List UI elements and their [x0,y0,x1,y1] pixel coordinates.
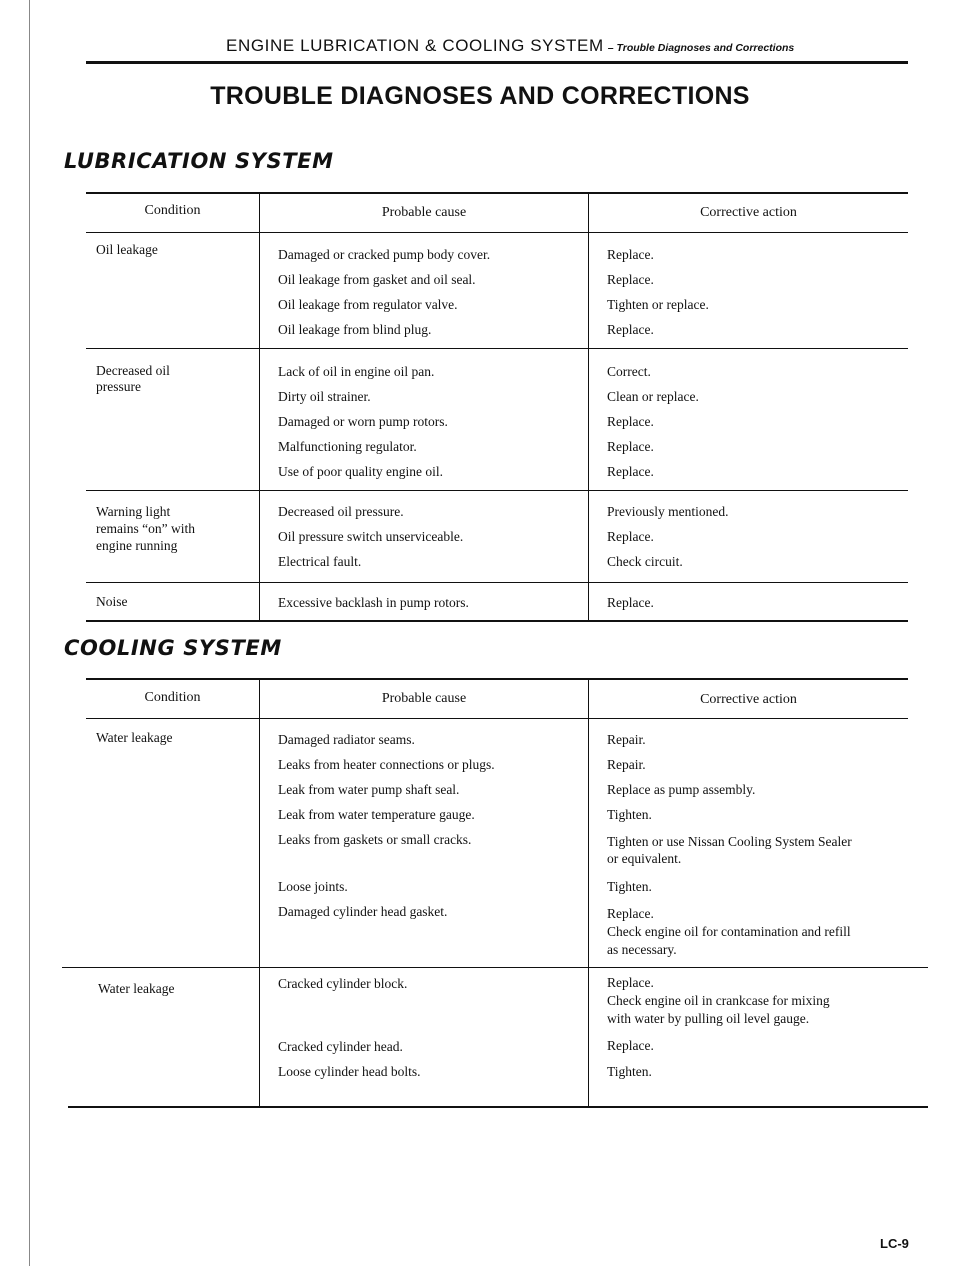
column-divider [588,679,589,1107]
running-header [226,36,794,56]
cause-cell: Use of poor quality engine oil. [278,464,443,479]
action-cell: Replace. [607,906,654,921]
action-cell: Check engine oil in crankcase for mixing [607,993,830,1008]
column-header-condition: Condition [144,690,201,705]
action-cell: Replace. [607,439,654,454]
row-divider [62,967,928,968]
cause-cell: Cracked cylinder head. [278,1039,403,1054]
cause-cell: Damaged or cracked pump body cover. [278,247,491,262]
action-cell: Repair. [607,732,646,747]
action-cell: Replace. [607,595,654,610]
condition-cell: Water leakage [98,981,175,996]
cause-cell: Cracked cylinder block. [278,976,408,991]
action-cell: Previously mentioned. [607,504,729,519]
action-cell: with water by pulling oil level gauge. [607,1011,810,1026]
cause-cell: Damaged or worn pump rotors. [278,414,448,429]
cause-cell: Lack of oil in engine oil pan. [278,364,435,379]
table-bottom-rule [68,1106,928,1108]
cause-cell: Excessive backlash in pump rotors. [278,595,469,610]
action-cell: Tighten. [607,879,652,894]
cause-cell: Oil leakage from regulator valve. [278,297,458,312]
cause-cell: Oil leakage from blind plug. [278,322,432,337]
action-cell: Clean or replace. [607,389,699,404]
condition-cell: Water leakage [96,730,173,745]
action-cell: Replace. [607,272,654,287]
running-header-subtitle: – Trouble Diagnoses and Corrections [607,42,795,54]
cause-cell: Leak from water temperature gauge. [278,807,475,822]
action-cell: Repair. [607,757,646,772]
column-header-corrective-action: Corrective action [700,205,797,220]
action-cell: Check circuit. [607,554,683,569]
action-cell: Replace. [607,1038,654,1053]
column-header-probable-cause: Probable cause [381,205,467,220]
condition-cell: remains “on” with [96,521,195,536]
cause-cell: Dirty oil strainer. [278,389,371,404]
action-cell: Check engine oil for contamination and refill [607,924,851,939]
action-cell: Replace. [607,464,654,479]
table-bottom-rule [86,620,908,622]
action-cell: Tighten or use Nissan Cooling System Sealer [607,834,852,849]
row-divider [86,348,908,349]
action-cell: as necessary. [607,942,677,957]
cause-cell: Damaged radiator seams. [278,732,415,747]
lubrication-section-title: LUBRICATION SYSTEM [64,149,334,173]
column-divider [259,193,260,621]
binding-edge-line [29,0,30,1266]
action-cell: Replace. [607,247,654,262]
column-header-condition: Condition [144,203,201,218]
action-cell: Tighten. [607,1064,652,1079]
cause-cell: Oil leakage from gasket and oil seal. [278,272,476,287]
cause-cell: Malfunctioning regulator. [278,439,417,454]
cause-cell: Oil pressure switch unserviceable. [278,529,464,544]
action-cell: Replace as pump assembly. [607,782,756,797]
condition-cell: Decreased oil [96,363,170,378]
header-bottom-rule [86,718,908,719]
condition-cell: Noise [96,594,128,609]
header-rule [86,61,908,64]
condition-cell: pressure [96,379,141,394]
cause-cell: Loose joints. [278,879,348,894]
action-cell: Tighten. [607,807,652,822]
row-divider [86,490,908,491]
column-divider [259,679,260,1107]
running-header-title: ENGINE LUBRICATION & COOLING SYSTEM [226,36,604,55]
cause-cell: Leaks from heater connections or plugs. [278,757,495,772]
column-divider [588,193,589,621]
cause-cell: Loose cylinder head bolts. [278,1064,421,1079]
header-bottom-rule [86,232,908,233]
action-cell: Tighten or replace. [607,297,709,312]
row-divider [86,582,908,583]
column-header-corrective-action: Corrective action [700,692,797,707]
table-top-rule [86,192,908,194]
page-number: LC-9 [880,1236,909,1251]
condition-cell: Warning light [96,504,171,519]
cause-cell: Leaks from gaskets or small cracks. [278,832,472,847]
action-cell: Replace. [607,975,654,990]
condition-cell: Oil leakage [96,242,158,257]
cause-cell: Leak from water pump shaft seal. [278,782,460,797]
cause-cell: Damaged cylinder head gasket. [278,904,448,919]
action-cell: Replace. [607,414,654,429]
column-header-probable-cause: Probable cause [381,691,467,706]
cause-cell: Electrical fault. [278,554,362,569]
action-cell: Replace. [607,529,654,544]
action-cell: Correct. [607,364,651,379]
condition-cell: engine running [96,538,178,553]
action-cell: or equivalent. [607,851,682,866]
action-cell: Replace. [607,322,654,337]
table-top-rule [86,678,908,680]
cooling-section-title: COOLING SYSTEM [64,636,282,660]
cause-cell: Decreased oil pressure. [278,504,404,519]
page-title: TROUBLE DIAGNOSES AND CORRECTIONS [210,82,750,110]
